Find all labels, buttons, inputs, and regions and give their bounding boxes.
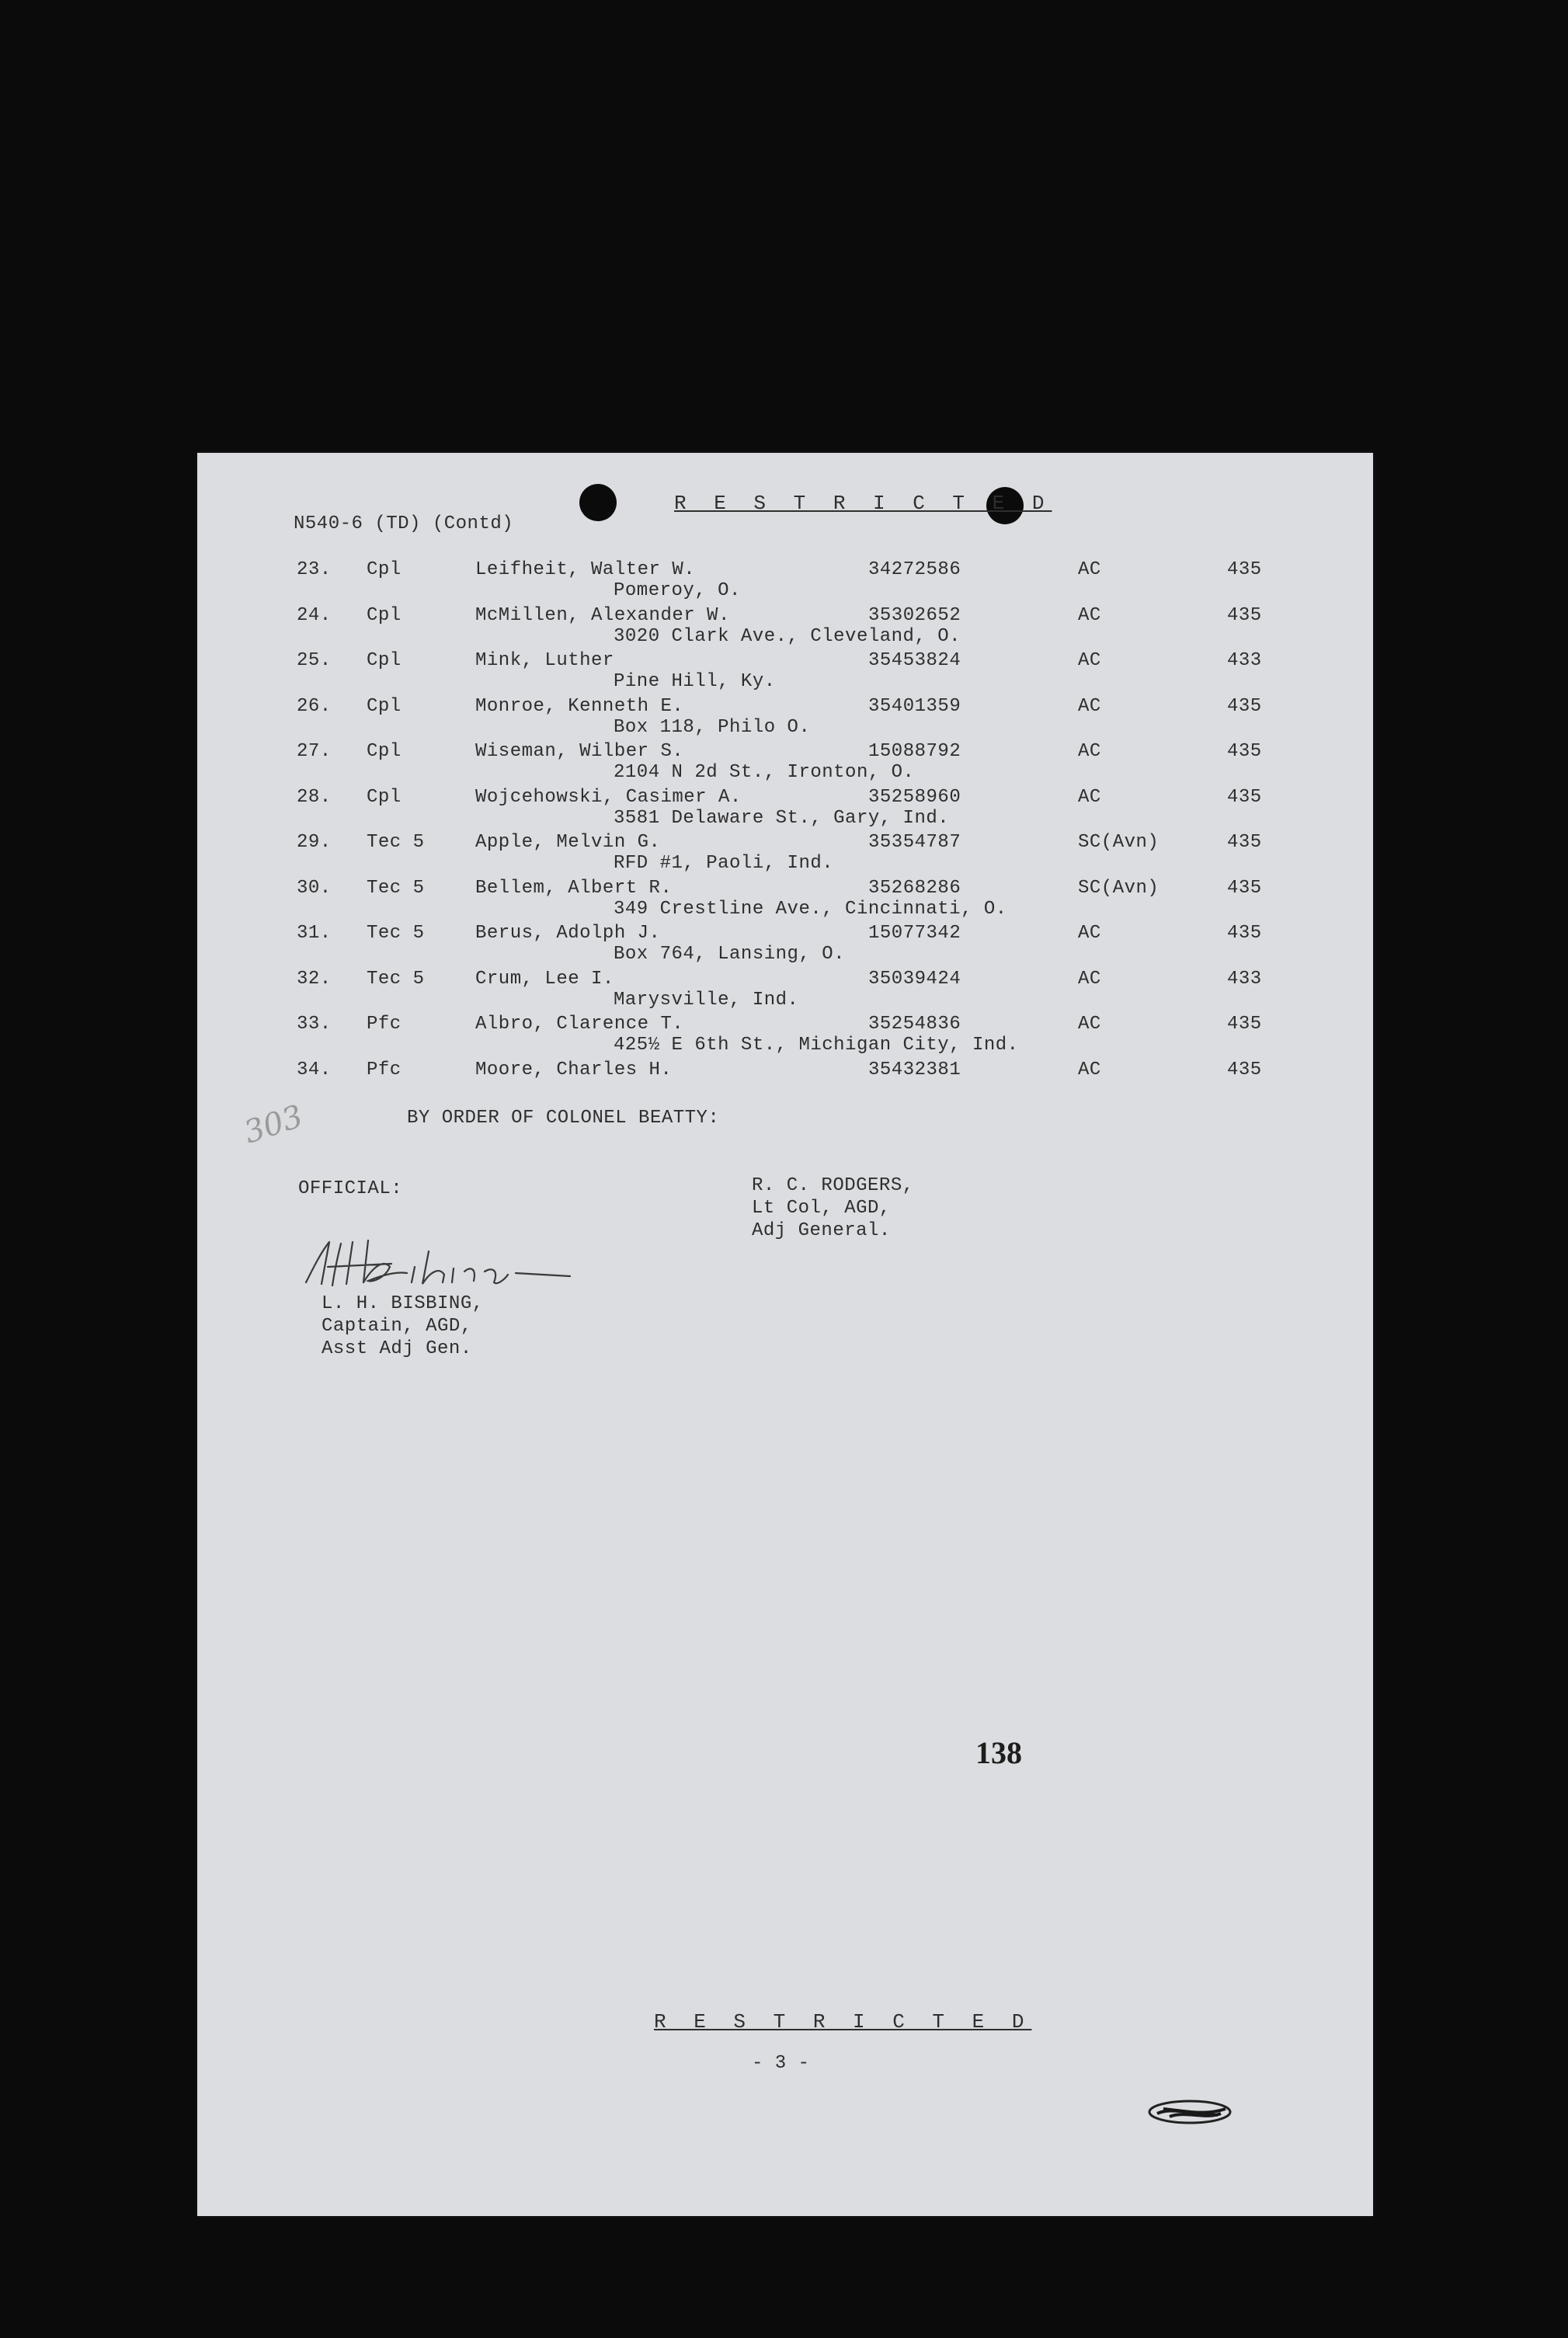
- entry-code: 435: [1227, 559, 1262, 580]
- entry-address: Pine Hill, Ky.: [614, 671, 776, 692]
- entry-number: 28.: [297, 786, 332, 808]
- entry-name: Wiseman, Wilber S.: [475, 741, 684, 762]
- entry-grade: Cpl: [367, 650, 402, 671]
- entry-serial: 15077342: [868, 923, 961, 944]
- entry-grade: Tec 5: [367, 832, 425, 853]
- document-page: [197, 453, 1373, 2216]
- footer-classification: R E S T R I C T E D: [654, 2010, 1032, 2034]
- entry-code: 435: [1227, 877, 1262, 899]
- file-reference: N540-6 (TD) (Contd): [294, 513, 514, 534]
- entry-grade: Pfc: [367, 1059, 402, 1080]
- entry-number: 25.: [297, 650, 332, 671]
- entry-code: 435: [1227, 832, 1262, 853]
- entry-number: 23.: [297, 559, 332, 580]
- entry-name: Mink, Luther: [475, 650, 614, 671]
- entry-name: Monroe, Kenneth E.: [475, 695, 684, 717]
- entry-serial: 35453824: [868, 650, 961, 671]
- entry-grade: Tec 5: [367, 877, 425, 899]
- commander-name: R. C. RODGERS,: [752, 1175, 914, 1196]
- entry-code: 435: [1227, 786, 1262, 808]
- official-title: Asst Adj Gen.: [322, 1338, 472, 1359]
- entry-code: 435: [1227, 741, 1262, 762]
- entry-code: 435: [1227, 1014, 1262, 1035]
- handwritten-signature: [298, 1236, 609, 1296]
- entry-arm: AC: [1078, 741, 1101, 762]
- entry-address: 2104 N 2d St., Ironton, O.: [614, 762, 915, 783]
- entry-address: Box 118, Philo O.: [614, 716, 811, 738]
- punch-hole-left: [579, 484, 617, 521]
- entry-name: Wojcehowski, Casimer A.: [475, 786, 742, 808]
- entry-address: 425½ E 6th St., Michigan City, Ind.: [614, 1035, 1019, 1056]
- entry-name: Leifheit, Walter W.: [475, 559, 696, 580]
- entry-serial: 35039424: [868, 968, 961, 990]
- entry-address: 3020 Clark Ave., Cleveland, O.: [614, 625, 961, 647]
- entry-arm: AC: [1078, 1014, 1101, 1035]
- entry-code: 435: [1227, 1059, 1262, 1080]
- entry-address: Marysville, Ind.: [614, 989, 799, 1011]
- entry-number: 26.: [297, 695, 332, 717]
- pencil-note: 303: [239, 1098, 308, 1151]
- entry-name: Bellem, Albert R.: [475, 877, 673, 899]
- entry-number: 27.: [297, 741, 332, 762]
- official-rank: Captain, AGD,: [322, 1316, 472, 1337]
- entry-grade: Cpl: [367, 695, 402, 717]
- entry-serial: 35254836: [868, 1014, 961, 1035]
- entry-number: 24.: [297, 604, 332, 626]
- entry-serial: 15088792: [868, 741, 961, 762]
- entry-grade: Cpl: [367, 604, 402, 626]
- entry-serial: 35354787: [868, 832, 961, 853]
- entry-serial: 35268286: [868, 877, 961, 899]
- entry-serial: 35302652: [868, 604, 961, 626]
- entry-address: 3581 Delaware St., Gary, Ind.: [614, 807, 950, 829]
- entry-name: McMillen, Alexander W.: [475, 604, 730, 626]
- entry-serial: 35401359: [868, 695, 961, 717]
- entry-grade: Cpl: [367, 741, 402, 762]
- entry-name: Crum, Lee I.: [475, 968, 614, 990]
- entry-number: 30.: [297, 877, 332, 899]
- entry-grade: Tec 5: [367, 968, 425, 990]
- entry-number: 33.: [297, 1014, 332, 1035]
- official-name: L. H. BISBING,: [322, 1293, 484, 1314]
- entry-code: 435: [1227, 695, 1262, 717]
- entry-arm: AC: [1078, 650, 1101, 671]
- stamped-number: 138: [975, 1735, 1022, 1770]
- entry-number: 34.: [297, 1059, 332, 1080]
- entry-number: 31.: [297, 923, 332, 944]
- entry-code: 435: [1227, 604, 1262, 626]
- entry-code: 433: [1227, 968, 1262, 990]
- entry-name: Moore, Charles H.: [475, 1059, 673, 1080]
- commander-title: Adj General.: [752, 1220, 891, 1241]
- entry-number: 29.: [297, 832, 332, 853]
- entry-address: Pomeroy, O.: [614, 580, 741, 601]
- entry-grade: Cpl: [367, 559, 402, 580]
- entry-grade: Cpl: [367, 786, 402, 808]
- entry-arm: AC: [1078, 695, 1101, 717]
- entry-address: Box 764, Lansing, O.: [614, 944, 846, 965]
- entry-name: Albro, Clarence T.: [475, 1014, 684, 1035]
- entry-arm: AC: [1078, 604, 1101, 626]
- entry-name: Berus, Adolph J.: [475, 923, 661, 944]
- entry-grade: Tec 5: [367, 923, 425, 944]
- entry-name: Apple, Melvin G.: [475, 832, 661, 853]
- header-classification: R E S T R I C T E D: [674, 492, 1052, 515]
- entry-grade: Pfc: [367, 1014, 402, 1035]
- entry-arm: SC(Avn): [1078, 832, 1159, 853]
- entry-serial: 34272586: [868, 559, 961, 580]
- entry-code: 433: [1227, 650, 1262, 671]
- entry-arm: AC: [1078, 968, 1101, 990]
- entry-arm: AC: [1078, 786, 1101, 808]
- commander-rank: Lt Col, AGD,: [752, 1198, 891, 1219]
- entry-code: 435: [1227, 923, 1262, 944]
- order-line: BY ORDER OF COLONEL BEATTY:: [407, 1108, 720, 1129]
- entry-arm: AC: [1078, 1059, 1101, 1080]
- entry-arm: SC(Avn): [1078, 877, 1159, 899]
- page-number: - 3 -: [752, 2053, 810, 2074]
- ink-stamp-mark: [1143, 2092, 1244, 2131]
- entry-serial: 35432381: [868, 1059, 961, 1080]
- entry-number: 32.: [297, 968, 332, 990]
- official-label: OFFICIAL:: [298, 1178, 403, 1199]
- entry-serial: 35258960: [868, 786, 961, 808]
- entry-address: 349 Crestline Ave., Cincinnati, O.: [614, 898, 1007, 920]
- entry-arm: AC: [1078, 923, 1101, 944]
- entry-arm: AC: [1078, 559, 1101, 580]
- entry-address: RFD #1, Paoli, Ind.: [614, 853, 834, 874]
